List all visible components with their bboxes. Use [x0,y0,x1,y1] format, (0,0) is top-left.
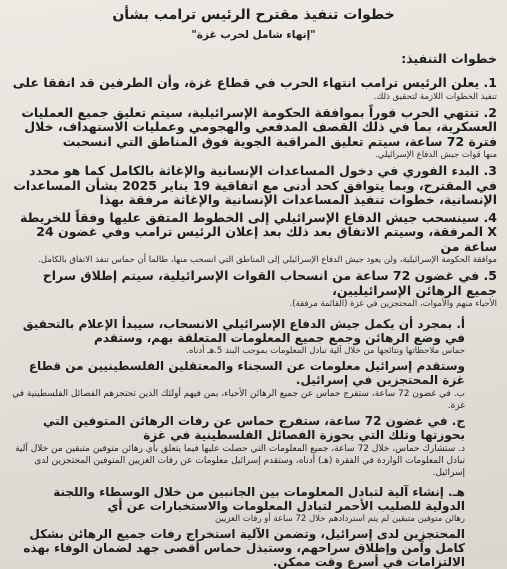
sub-step-a-extra: وستقدم إسرائيل معلومات عن السجناء والمعتقلين الفلسطينيين من قطاع غزة المحتجزين في إسرائيل. [28,359,465,387]
document-subtitle: "إنهاء شامل لحرب غزة" [191,29,316,41]
step-3-text: 3. البدء الفوري في دخول المساعدات الإنسانية والإغاثة بالكامل كما هو محدد في المقترح، وبما يتوافق كحد أدنى مع اتفاقية 19 يناير 2025 بشأن المساعدات الإنسانية، خطوات تنفيذ المساعدات الإنسانية والإغاثة مرفقة بهذا [13,163,497,207]
step-3 [10,164,497,208]
sub-step-a-text: أ. بمجرد أن يكمل جيش الدفاع الإسرائيلي الانسحاب، سيبدأ الإعلام بالتحقيق في وضع الرهائن وجمع جميع المعلومات المتعلقة بهم، وستقدم [22,317,465,345]
sub-step-e-extra: المحتجزين لدى إسرائيل، وتضمن الآلية استخراج رفات جميع الرهائن بشكل كامل وآمن وإطلاق سراحهم، وستبذل حماس أقصى جهد لضمان الوفاء بهذه الالتزامات في أسرع وقت ممكن. [23,527,465,569]
step-4-note: موافقة الحكومة الإسرائيلية، ولن يعود جيش الدفاع الإسرائيلي إلى المناطق التي انسحب منها، طالما أن حماس تنفذ الاتفاق بالكامل. [38,255,497,265]
sub-step-c-text: ج. في غضون 72 ساعة، ستفرج حماس عن رفات الرهائن المتوفين التي بحوزتها وتلك التي بحوزة الفصائل الفلسطينية في غزة [42,414,465,442]
step-1-note: تنفيذ الخطوات اللازمة لتحقيق ذلك. [373,91,497,102]
sub-step-d-text: د. ستشارك حماس، خلال 72 ساعة، جميع المعلومات التي حصلت عليها فيما يتعلق بأي رهائن متوفين متبقين من خلال آلية تبادل المعلومات الواردة في الفقرة (هـ) أدناه، وستقدم إسرائيل معلومات عن رفات الغزيين المتوفين المحتجزين لدى إسرائيل. [15,444,465,478]
document-title: خطوات تنفيذ مقترح الرئيس ترامب بشأن [112,7,395,23]
sub-step-e [10,485,497,569]
sub-step-b-text: ب. في غضون 72 ساعة، ستفرج حماس عن جميع الرهائن الأحياء، بمن فيهم أولئك الذين تحتجزهم الفصائل الفلسطينية في غزة. [12,389,465,411]
sub-step-a [10,317,497,387]
step-4 [10,211,497,267]
step-1-text: 1. يعلن الرئيس ترامب انتهاء الحرب في قطاع غزة، وأن الطرفين قد اتفقا على [12,75,497,90]
steps-heading: خطوات التنفيذ: [401,51,497,66]
step-2-note: منها قوات جيش الدفاع الإسرائيلي. [375,150,497,160]
sub-step-a-note: حماس ملاحظاتها ونتائجها من خلال آلية تبادل المعلومات بموجب البند 5.هـ أدناه. [186,346,465,356]
step-4-text: 4. سينسحب جيش الدفاع الإسرائيلي إلى الخطوط المتفق عليها وفقاً للخريطة X المرفقة، وسيتم الاتفاق بعد ذلك بعد إعلان الرئيس ترامب وفي غضون 24 ساعة من [19,209,497,254]
sub-step-c [10,414,497,442]
step-2 [10,106,497,162]
step-5-note: الأحياء منهم والأموات، المحتجزين في غزة (القائمة مرفقة). [289,299,497,309]
step-1 [10,76,497,103]
sub-step-b [10,388,497,412]
sub-step-e-text: هـ. إنشاء آلية لتبادل المعلومات بين الجانبين من خلال الوسطاء واللجنة الدولية للصليب الأحمر لتبادل المعلومات والاستخبارات عن أي [53,485,465,513]
step-5-text: 5. في غضون 72 ساعة من انسحاب القوات الإسرائيلية، سيتم إطلاق سراح جميع الرهائن الإسرائيليين، [42,268,497,298]
sub-step-d [10,443,497,479]
sub-step-e-note: رهائن متوفين متبقين لم يتم استردادهم خلال 72 ساعة أو رفات الغزيين [214,514,465,524]
step-5 [10,269,497,310]
step-2-text: 2. تنتهي الحرب فوراً بموافقة الحكومة الإسرائيلية، سيتم تعليق جميع العمليات العسكرية، بما في ذلك القصف المدفعي والهجومي وعمليات الاستهداف، خلال فترة 72 ساعة، سيتم تعليق المراقبة الجوية فوق المناطق التي انسحبت [21,104,497,149]
